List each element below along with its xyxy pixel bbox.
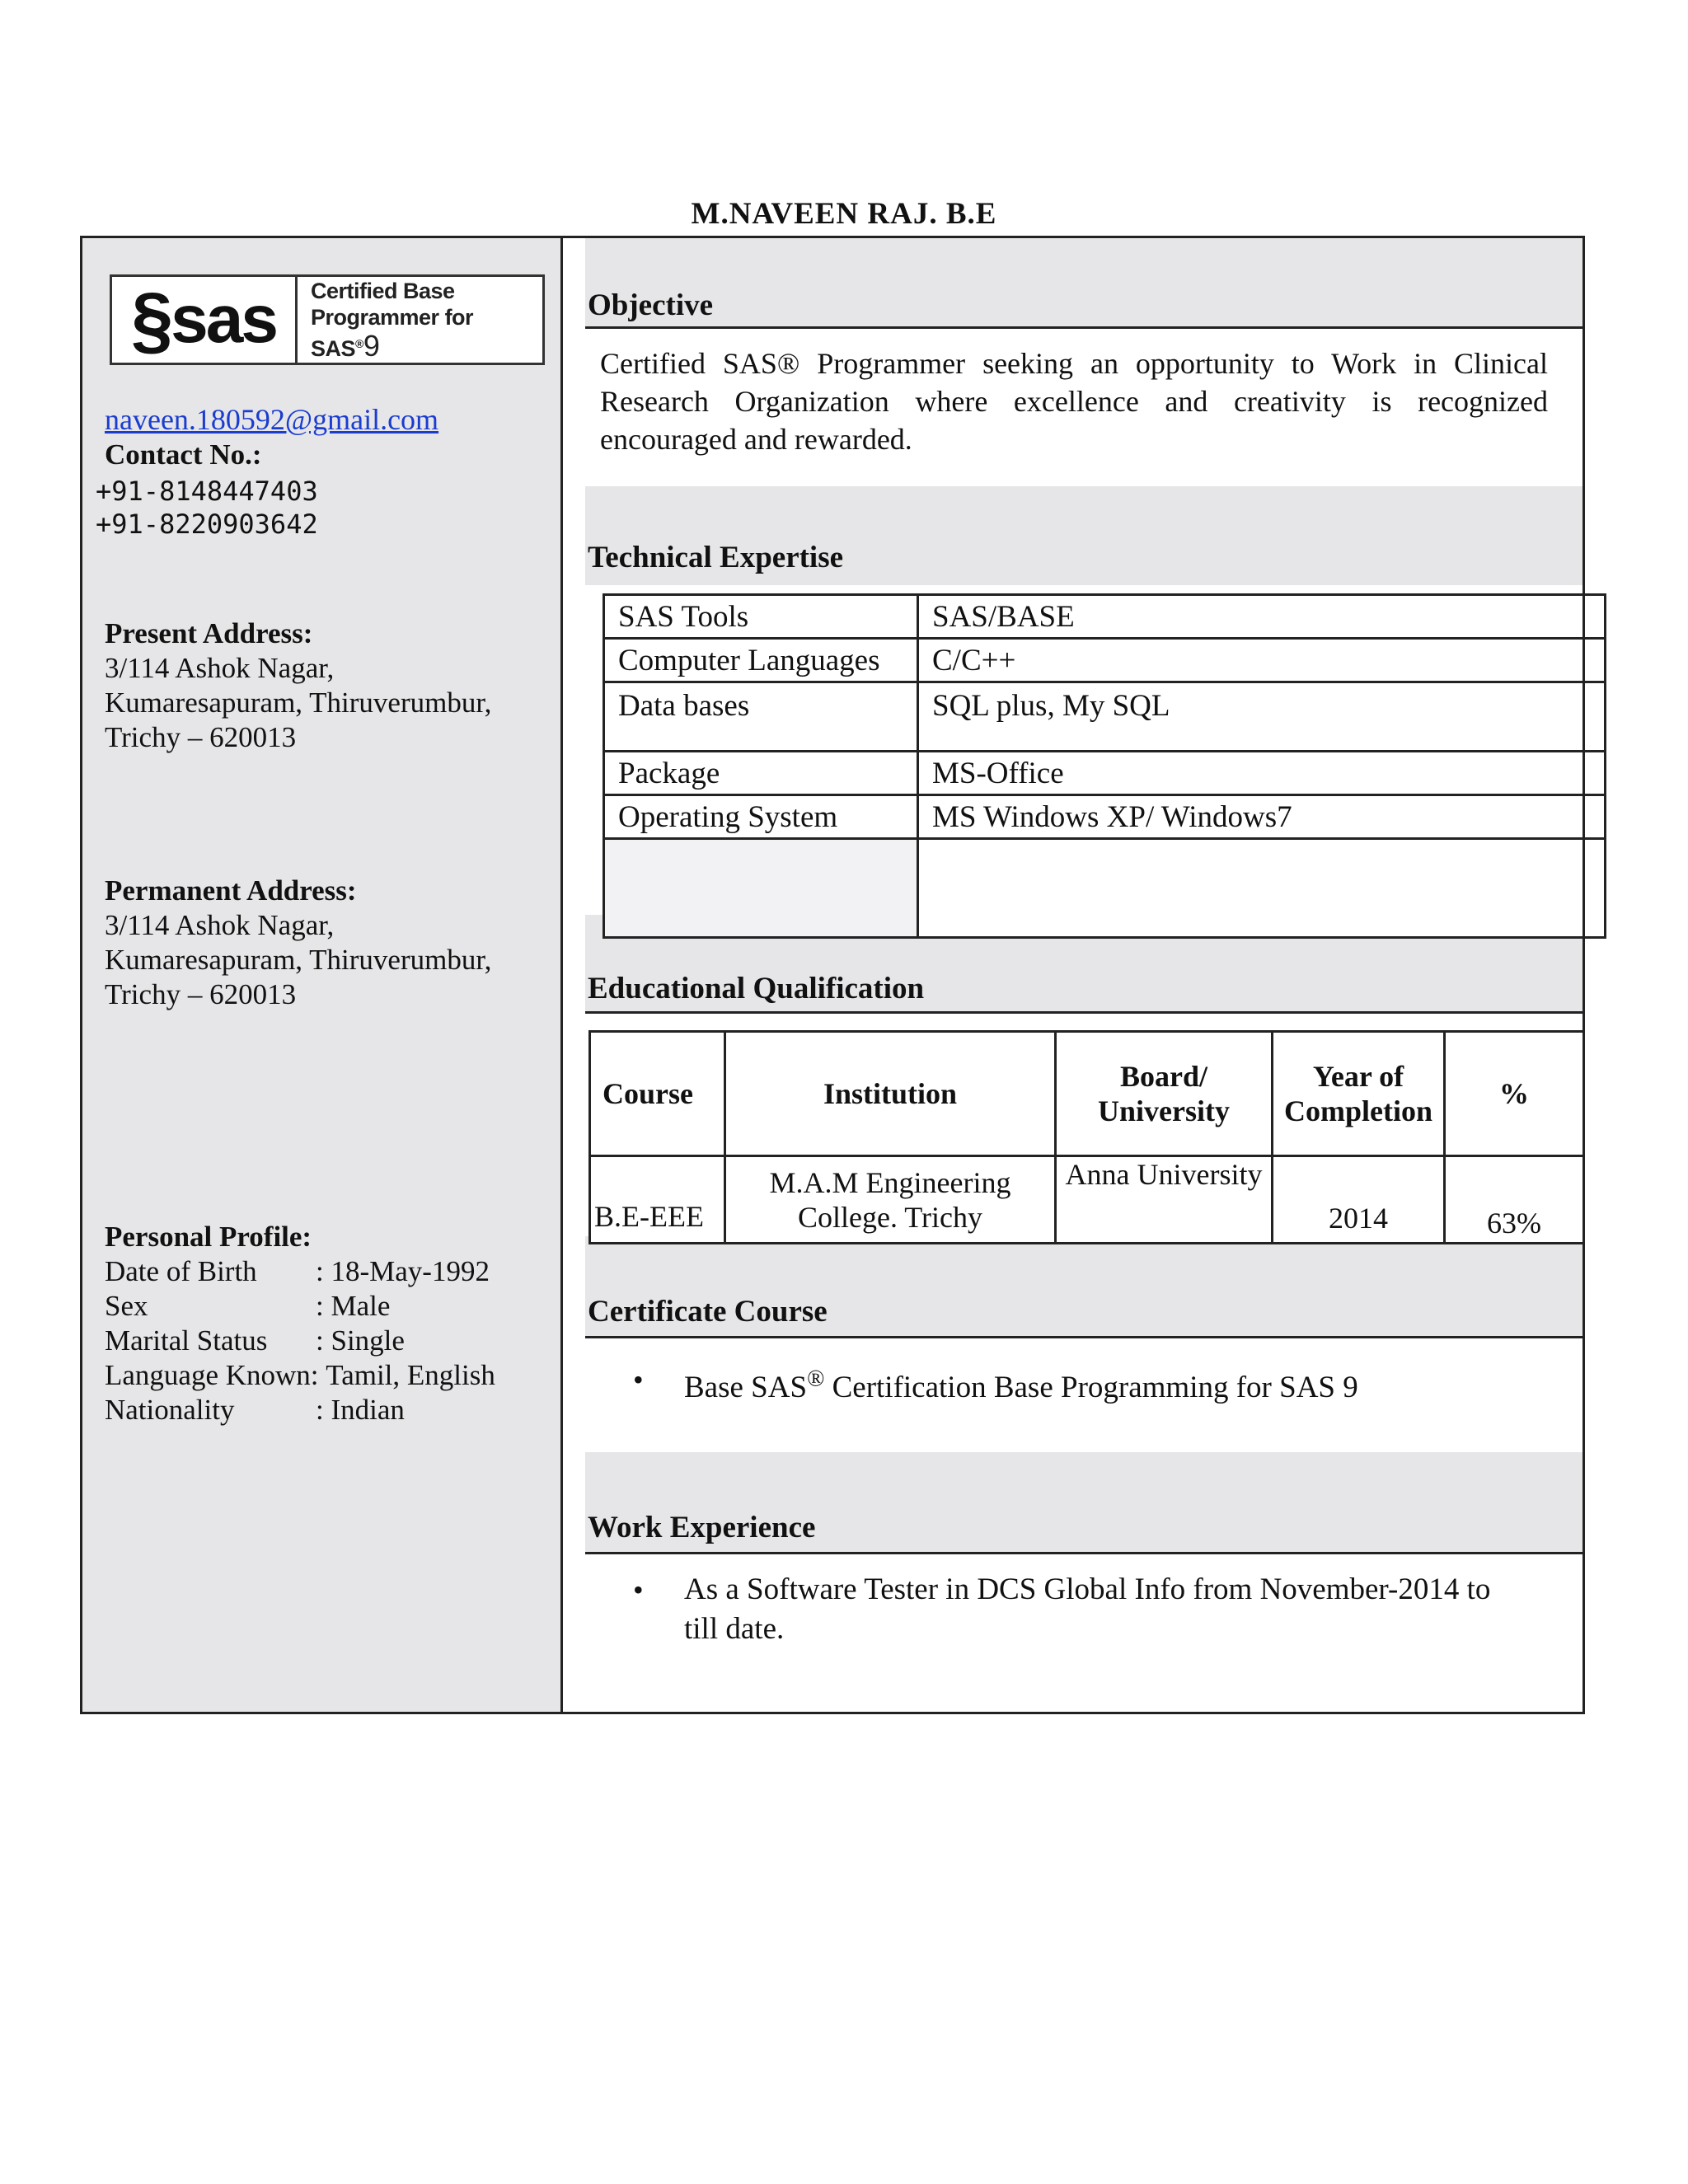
- technical-heading: Technical Expertise: [588, 541, 844, 574]
- bullet-icon: •: [633, 1363, 644, 1396]
- permanent-address-label: Permanent Address:: [105, 874, 357, 907]
- table-row: Package MS-Office: [604, 752, 1606, 795]
- personal-profile-label: Personal Profile:: [105, 1221, 312, 1253]
- profile-row: Date of Birth : 18-May-1992: [105, 1255, 490, 1287]
- table-row: Operating System MS Windows XP/ Windows7: [604, 795, 1606, 839]
- logo-line-1: Certified Base: [311, 279, 455, 303]
- table-row: B.E-EEE M.A.M Engineering College. Trichy Anna University 2014 63%: [590, 1156, 1584, 1244]
- objective-text: Certified SAS® Programmer seeking an opportunity to Work in Clinical Research Organization where excellence and creativity is recognized encouraged and rewarded.: [600, 347, 1548, 456]
- logo-line-2: Programmer for SAS®9: [311, 305, 474, 363]
- present-address-line-3: Trichy – 620013: [105, 721, 297, 753]
- certificate-item: • Base SAS® Certification Base Programming for SAS 9: [633, 1360, 1556, 1408]
- profile-row: Marital Status : Single: [105, 1324, 405, 1357]
- sas-logo-icon: § sas: [112, 277, 298, 363]
- profile-row: Language Known: Tamil, English: [105, 1359, 495, 1391]
- contact-label: Contact No.:: [105, 438, 262, 471]
- permanent-address-line-3: Trichy – 620013: [105, 978, 297, 1010]
- present-address-line-2: Kumaresapuram, Thiruverumbur,: [105, 687, 492, 719]
- table-row: SAS Tools SAS/BASE: [604, 595, 1606, 639]
- profile-row: Sex : Male: [105, 1290, 391, 1322]
- table-row: Data bases SQL plus, My SQL: [604, 682, 1606, 752]
- permanent-address-line-1: 3/114 Ashok Nagar,: [105, 909, 335, 941]
- page-title: M.NAVEEN RAJ. B.E: [691, 197, 997, 231]
- objective-heading: Objective: [585, 288, 1585, 329]
- certificate-heading: Certificate Course: [585, 1294, 1585, 1338]
- phone-2: +91-8220903642: [96, 509, 318, 540]
- education-heading: Educational Qualification: [585, 971, 1585, 1014]
- table-header-row: Course Institution Board/ University Year of Completion %: [590, 1032, 1584, 1156]
- phone-1: +91-8148447403: [96, 476, 318, 507]
- work-item: • As a Software Tester in DCS Global Info from November-2014 to till date.: [633, 1570, 1556, 1649]
- work-heading: Work Experience: [585, 1510, 1585, 1554]
- email-link[interactable]: naveen.180592@gmail.com: [105, 403, 439, 436]
- present-address-label: Present Address:: [105, 617, 313, 649]
- resume-frame: [80, 236, 1585, 1714]
- permanent-address-line-2: Kumaresapuram, Thiruverumbur,: [105, 944, 492, 976]
- table-row: Computer Languages C/C++: [604, 639, 1606, 682]
- bullet-icon: •: [633, 1573, 644, 1606]
- present-address-line-1: 3/114 Ashok Nagar,: [105, 652, 335, 684]
- profile-row: Nationality : Indian: [105, 1394, 405, 1426]
